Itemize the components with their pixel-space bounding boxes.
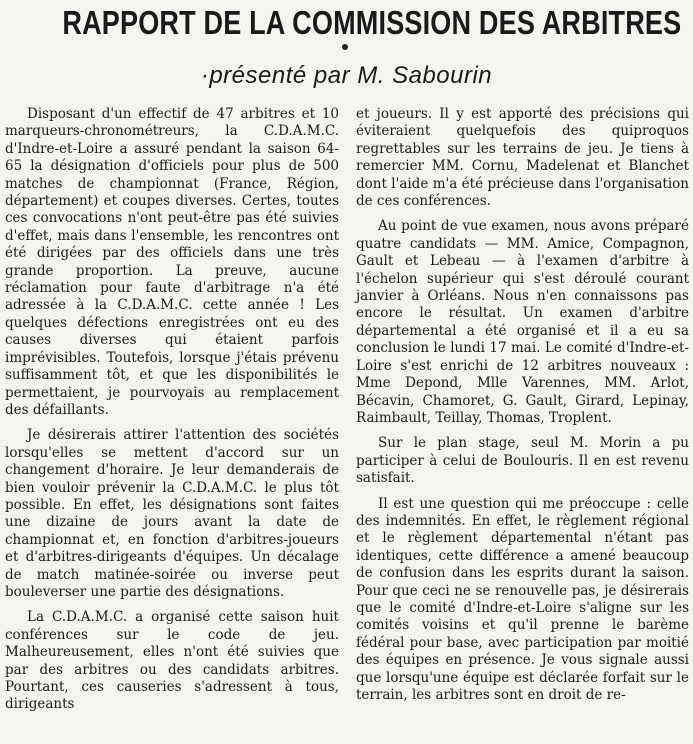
left-paragraph-2: Je désirerais attirer l'attention des sociétés lorsqu'elles se mettent d'accord sur un changement d'horaire. Je leur demanderais de bien vouloir prévenir la C.D.A.M.C. le plus tôt possible. En effet, les désignations sont faites une dizaine de jours avant la date de championnat et, en fonction d'arbitres-joueurs et d'arbitres-dirigeants d'équipes. Un décalage de match matinée-soirée ou inverse peut bouleverser une partie des désignations. [5,427,339,600]
right-paragraph-1: et joueurs. Il y est apporté des précisions qui éviteraient quelquefois des quiproquos regrettables sur les terrains de jeu. Je tiens à remercier MM. Cornu, Madelenat et Blanchet dont l'aide m'a été précieuse dans l'organisation de ces conférences. [356,106,689,210]
title-bullet-dot [342,44,348,50]
left-paragraph-1: Disposant d'un effectif de 47 arbitres et 10 marqueurs-chronométreurs, la C.D.A.M.C. d'Indre-et-Loire a assuré pendant la saison 64-65 la désignation d'officiels pour plus de 500 matches de championnat (France, Région, département) et coupes diverses. Certes, toutes ces convocations n'ont peut-être pas été suivies d'effet, mais dans l'ensemble, les rencontres ont été dirigées par des officiels dans une très grande proportion. La preuve, aucune réclamation pour faute d'arbitrage n'a été adressée à la C.D.A.M.C. cette année ! Les quelques défections enregistrées ont eu des causes diverses qui étaient parfois imprévisibles. Toutefois, lorsque j'étais prévenu suffisamment tôt, et que les disponibilités le permettaient, je pourvoyais au remplacement des défaillants. [5,106,339,418]
right-paragraph-2: Au point de vue examen, nous avons préparé quatre candidats — MM. Amice, Compagnon, Gault et Lebeau — à l'examen d'arbitre à l'échelon supérieur qui s'est déroulé courant janvier à Orléans. Nous n'en connaissons pas encore le résultat. Un examen d'arbitre départemental a été organisé et il a eu sa conclusion le lundi 17 mai. Le comité d'Indre-et-Loire s'est enrichi de 12 arbitres nouveaux : Mme Depond, Mlle Varennes, MM. Arlot, Bécavin, Chamoret, G. Gault, Girard, Lepinay, Raimbault, Teillay, Thomas, Troplent. [356,218,689,426]
article-title: RAPPORT DE LA COMMISSION DES ARBITRES [62,4,682,41]
right-paragraph-3: Sur le plan stage, seul M. Morin a pu participer à celui de Boulouris. Il en est revenu satisfait. [356,435,689,487]
left-paragraph-3: La C.D.A.M.C. a organisé cette saison huit conférences sur le code de jeu. Malheureusement, elles n'ont été suivies que par des arbitres ou des candidats arbitres. Pourtant, ces causeries s'adressent à tous, dirigeants [5,609,339,713]
left-column [5,106,339,722]
article-subtitle: ·présenté par M. Sabourin [200,62,493,89]
right-paragraph-4: Il est une question qui me préoccupe : celle des indemnités. En effet, le règlement régional et le règlement départemental n'étant pas identiques, cette différence a amené beaucoup de confusion dans les esprits durant la saison. Pour que ceci ne se renouvelle pas, je désirerais que le comité d'Indre-et-Loire s'aligne sur les comités voisins et qu'il prenne le barème fédéral pour base, avec participation par moitié des équipes en présence. Je vous signale aussi que lorsqu'une équipe est déclarée forfait sur le terrain, les arbitres sont en droit de re- [356,495,689,703]
right-column [356,106,689,712]
